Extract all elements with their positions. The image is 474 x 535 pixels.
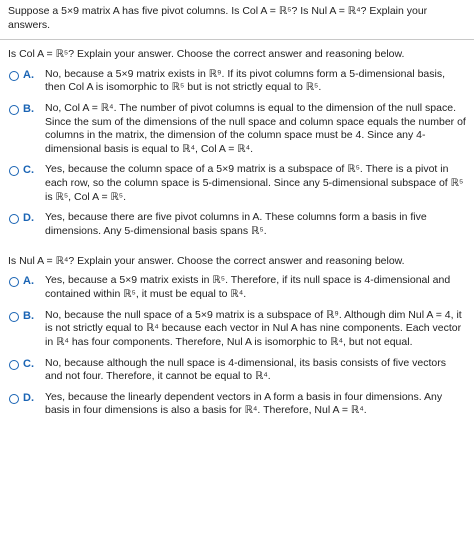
option-text: Yes, because there are five pivot columns in A. These columns form a basis in five dimensions. Any 5-dimensional basis spans ℝ⁵.	[45, 211, 427, 238]
option-letter: B.	[23, 309, 34, 322]
option-1c[interactable]	[0, 163, 474, 204]
option-text: No, Col A = ℝ⁴. The number of pivot columns is equal to the dimension of the null space. Since the sum of the dimensions of the null space and column space equals the number of columns in the matrix, the dimension of the column space must be 4. Since any 4-dimensional basis is equal to ℝ⁴, Col A = ℝ⁴.	[45, 101, 466, 155]
question-2-options	[0, 274, 474, 418]
option-text: No, because although the null space is 4-dimensional, its basis consists of five vectors and not four. Therefore, it cannot be equal to ℝ⁴.	[45, 356, 446, 383]
question-1	[0, 48, 474, 239]
question-2	[0, 255, 474, 418]
option-letter: C.	[23, 164, 34, 177]
radio-button-empty-icon[interactable]	[9, 166, 19, 176]
radio-button-empty-icon[interactable]	[9, 312, 19, 322]
option-text: Yes, because a 5×9 matrix exists in ℝ⁵. Therefore, if its null space is 4-dimensional and contained within ℝ⁵, it must be equal to ℝ⁴.	[45, 274, 451, 300]
option-text: Yes, because the column space of a 5×9 matrix is a subspace of ℝ⁵. There is a pivot in each row, so the column space is 5-dimensional. Since any 5-dimensional subspace of ℝ⁵ is ℝ⁵, Col A = ℝ⁵.	[45, 163, 464, 203]
question-1-options	[0, 68, 474, 239]
radio-button-empty-icon[interactable]	[9, 214, 19, 224]
option-letter: A.	[23, 275, 34, 288]
divider	[0, 39, 474, 40]
option-2d[interactable]	[0, 391, 474, 418]
option-text: Yes, because the linearly dependent vectors in A form a basis in four dimensions. Any basis in four dimensions is also a basis for ℝ⁴. Therefore, Nul A = ℝ⁴.	[45, 390, 443, 417]
option-text: No, because a 5×9 matrix exists in ℝ⁹. If its pivot columns form a 5-dimensional basis, then Col A is isomorphic to ℝ⁵ but is not strictly equal to ℝ⁵.	[45, 67, 446, 94]
option-letter: B.	[23, 102, 34, 115]
question-prompt: Suppose a 5×9 matrix A has five pivot columns. Is Col A = ℝ⁵? Is Nul A = ℝ⁴? Explain your answers.	[8, 5, 428, 31]
option-letter: D.	[23, 391, 34, 404]
option-1d[interactable]	[0, 211, 474, 238]
radio-button-empty-icon[interactable]	[9, 394, 19, 404]
radio-button-empty-icon[interactable]	[9, 277, 19, 287]
option-2a[interactable]	[0, 274, 474, 301]
question-1-text: Is Col A = ℝ⁵? Explain your answer. Choose the correct answer and reasoning below.	[8, 48, 405, 60]
radio-button-empty-icon[interactable]	[9, 105, 19, 115]
question-2-text: Is Nul A = ℝ⁴? Explain your answer. Choose the correct answer and reasoning below.	[8, 254, 405, 267]
option-2b[interactable]	[0, 309, 474, 350]
option-text: No, because the null space of a 5×9 matrix is a subspace of ℝ⁹. Although dim Nul A = 4, it is not strictly equal to ℝ⁴ because each vector in Nul A has nine components. Each vector in ℝ⁴ has four components. Therefore, Nul A is isomorphic to ℝ⁴, but not equal.	[45, 308, 462, 348]
radio-button-empty-icon[interactable]	[9, 71, 19, 81]
option-letter: D.	[23, 212, 34, 225]
option-1b[interactable]	[0, 102, 474, 157]
option-letter: C.	[23, 357, 34, 370]
radio-button-empty-icon[interactable]	[9, 360, 19, 370]
option-letter: A.	[23, 68, 34, 81]
option-2c[interactable]	[0, 357, 474, 384]
option-1a[interactable]	[0, 68, 474, 95]
